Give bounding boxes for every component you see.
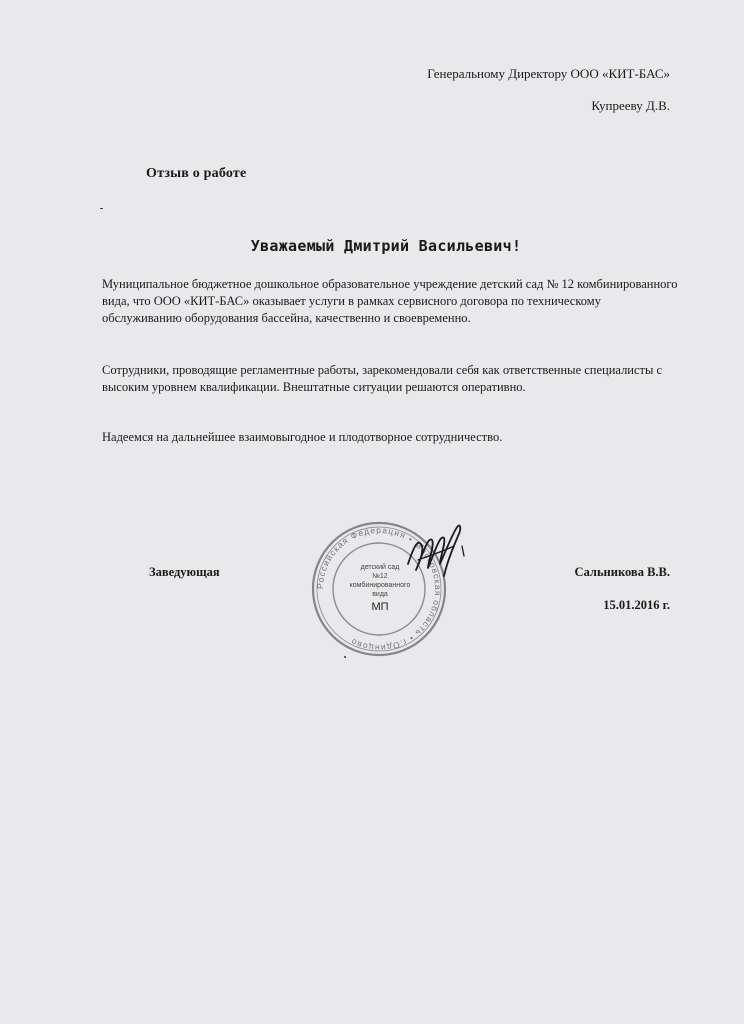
speck-mark [100, 208, 103, 209]
stamp-center-line-1: детский сад [360, 564, 400, 571]
addressee-line-2: Купрееву Д.В. [591, 98, 670, 113]
document-title: Отзыв о работе [146, 166, 247, 181]
paragraph-1: Муниципальное бюджетное дошкольное образовательное учреждение детский сад № 12 комбинированного вида, что ООО «КИТ-БАС» оказывает услуги в рамках сервисного договора по техническому обслуживанию оборудования бассейна, качественно и своевременно. [102, 277, 678, 325]
salutation: Уважаемый Дмитрий Васильевич! [250, 237, 522, 255]
stamp-center-line-3: комбинированного [349, 582, 411, 589]
handwritten-signature [388, 516, 478, 588]
stamp-mark-mp: МП [371, 601, 389, 613]
stamp-center-line-2: №12 [372, 573, 388, 580]
addressee-line-1: Генеральному Директору ООО «КИТ-БАС» [427, 66, 670, 81]
stamp-center-line-4: вида [372, 591, 388, 598]
paragraph-2: Сотрудники, проводящие регламентные работы, зарекомендовали себя как ответственные специалисты с высоким уровнем квалификации. Внештатные ситуации решаются оперативно. [102, 363, 663, 394]
signatory-role: Заведующая [149, 565, 220, 579]
speck-mark [344, 656, 346, 658]
signatory-name: Сальникова В.В. [574, 565, 670, 579]
signature-graphic [388, 516, 478, 588]
signature-date: 15.01.2016 г. [603, 598, 670, 612]
svg-text:Российская Федерация • Московс: Российская Федерация • Московская область • г.Одинцово [314, 524, 444, 654]
paragraph-3: Надеемся на дальнейшее взаимовыгодное и плодотворное сотрудничество. [102, 430, 503, 444]
